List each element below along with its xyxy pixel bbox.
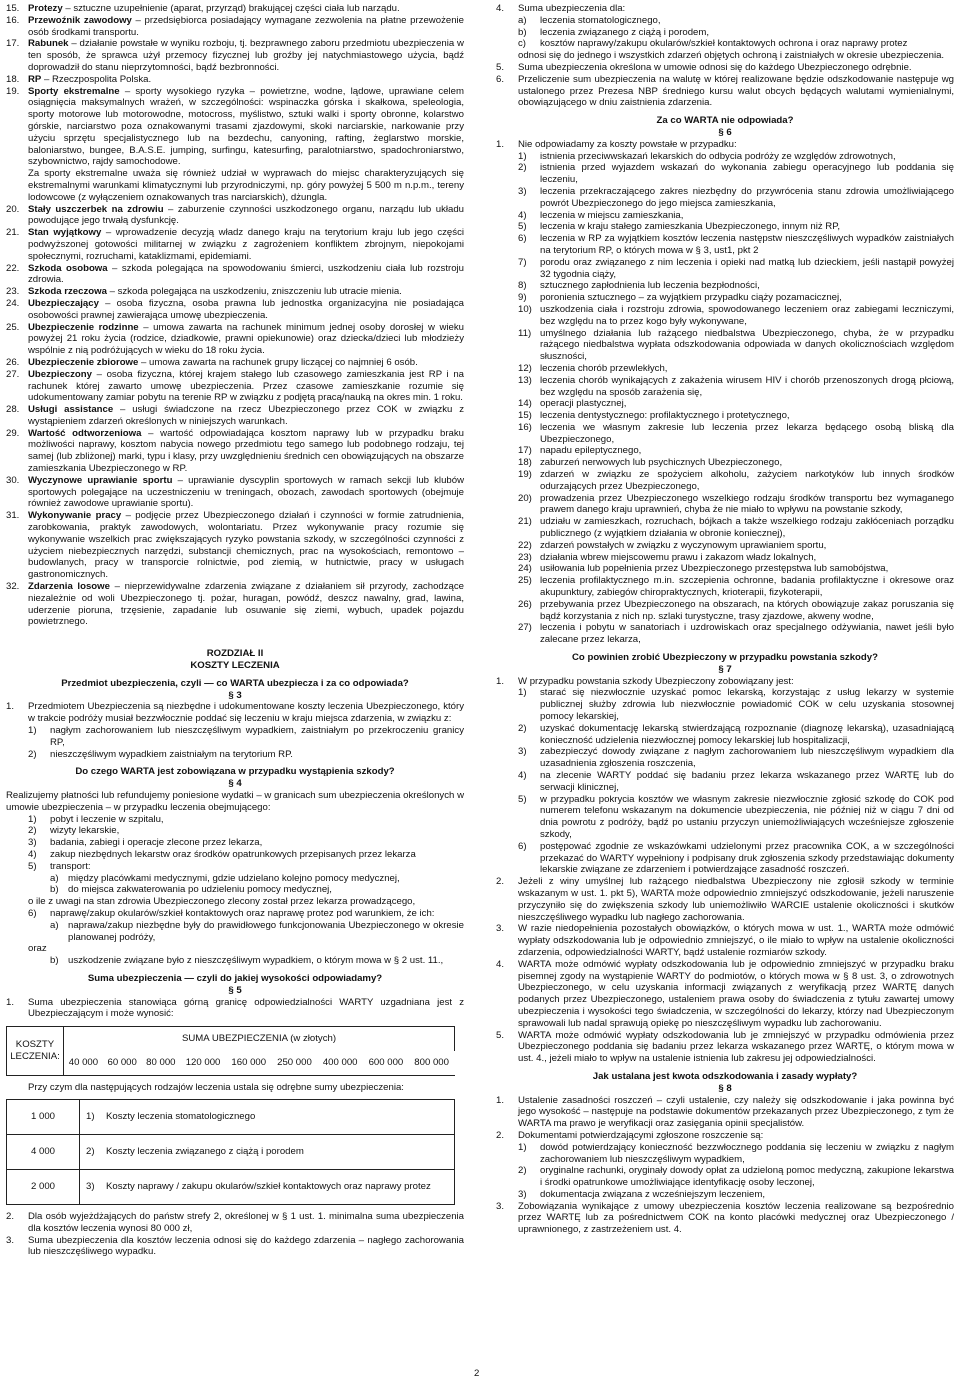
section-8-question: Jak ustalana jest kwota odszkodowania i zasady wypłaty? <box>592 1070 858 1082</box>
page-number: 2 <box>474 1368 480 1379</box>
section-8-point-3: 3. Zobowiązania wynikające z umowy ubezpieczenia kosztów leczenia realizowane są bezpośrednio przez WARTĘ lub za pośrednictwem COK na konto placówki medycznej oraz Ubezpieczonego / uprawnionego, z zastrzeżeniem ust. 4. <box>496 1200 954 1236</box>
list-item: 2. Jeżeli z winy umyślnej lub rażącego niedbalstwa Ubezpieczony nie zgłosił szkody w terminie wskazanym w ust. 1. pkt 5), WARTA może odpowiednio zmniejszyć odszkodowanie, jeżeli naruszenie przyczyniło się do zwiększenia szkody lub uniemożliwiło WARCIE ustalenie okoliczności i skutków nieszczęśliwego wypadku lub nagłego zachorowania. <box>496 876 954 923</box>
treatment-type-cell: 2) Koszty leczenia związanego z ciążą i porodem <box>80 1134 455 1169</box>
section-6-point-1: 1. Nie odpowiadamy za koszty powstałe w przypadku: <box>496 138 737 150</box>
list-item: 19) zdarzeń w związku ze spożyciem alkoholu, zażyciem narkotyków lub innych środków odurzających przez Ubezpieczonego, <box>518 469 954 492</box>
list-item: 1. Ustalenie zasadności roszczeń – czyli ustalenie, czy należy się odszkodowanie i jaka powinna być jego wysokość – następuje na podstawie dokumentów przekazanych przez Ubezpieczonego, z tym że WARTA ma prawo je weryfikacji oraz zasięgania opinii specjalistów. <box>496 1094 954 1130</box>
section-5-point-4-tail: odnosi się do jednego i wszystkich zdarzeń objętych ochroną i zaistniałych w okresie ubezpieczenia. <box>518 50 945 62</box>
list-item: b) leczenia związanego z ciążą i porodem, <box>518 26 710 38</box>
list-item: 23) działania wbrew miejscowemu prawu i zakazom władz lokalnych, <box>518 551 817 563</box>
definition-item: 23. Szkoda rzeczowa – szkoda polegająca na uszkodzeniu, zniszczeniu lub utracie mienia. <box>6 286 402 298</box>
section-4-oraz: oraz <box>28 943 47 955</box>
list-item: 18) zaburzeń nerwowych lub psychicznych Ubezpieczonego, <box>518 457 783 469</box>
section-5-rest <box>6 1211 464 1258</box>
list-item: 5) transport: <box>28 860 91 872</box>
list-item: 14) operacji plastycznej, <box>518 398 627 410</box>
list-item: 5) leczenia w kraju stałego zamieszkania Ubezpieczonego, innym niż RP, <box>518 221 841 233</box>
section-8-points <box>496 1095 954 1142</box>
section-4-item-6-sub <box>6 920 464 944</box>
definition-item: 20. Stały uszczerbek na zdrowiu – zaburzenie czynności uszkodzonego organu, narządu lub układu powodujące jego trwałą dysfunkcję. <box>6 203 464 227</box>
sum-value-cell: 120 000 <box>180 1051 226 1076</box>
section-3-items <box>6 725 464 760</box>
exclusions-list <box>496 151 954 646</box>
list-item: 6) leczenia w RP za wyjątkiem kosztów leczenia następstw nieszczęśliwych wypadków zaistniałych na terytorium RP, o których mowa w § 3, ust1, pkt 2 <box>518 233 954 256</box>
section-5-point-4-items <box>496 15 954 50</box>
separate-sums-table <box>6 1099 455 1205</box>
section-4-transport <box>6 873 464 897</box>
section-4-item-6: 6) naprawę/zakup okularów/szkieł kontaktowych oraz naprawę protez pod warunkiem, że ich: <box>28 907 435 919</box>
section-5-points-5-6 <box>496 62 954 109</box>
sum-amount-cell: 2 000 <box>7 1169 80 1204</box>
section-6-question: Za co WARTA nie odpowiada? <box>656 115 794 127</box>
list-item: 8) sztucznego zapłodnienia lub leczenia bezpłodności, <box>518 280 760 292</box>
sum-value-cell: 400 000 <box>317 1051 363 1076</box>
treatment-type-cell: 3) Koszty naprawy / zakupu okularów/szkieł kontaktowych oraz naprawy protez <box>80 1169 455 1204</box>
definition-item: 31. Wykonywanie pracy – podjęcie przez Ubezpieczonego działań i czynności w formie zatrudnienia, zarobkowania, praktyk zawodowych, wolontariatu. Przez wykonywanie pracy rozumie się wykonywanie wszelkich prac zwiększających ryzyko powstania szkody, w szczególności czynności z użyciem niebezpiecznych narzędzi, substancji chemicznych, prac na wysokościach, remontowo – budowlanych, pracy w transporcie rolnictwie, pod ziemią, w hutnictwie, pracy w usługach gastronomicznych. <box>6 510 464 581</box>
table-row <box>7 1169 455 1204</box>
definition-item: 26. Ubezpieczenie zbiorowe – umowa zawarta na rachunek grupy liczącej co najmniej 6 osób. <box>6 356 418 368</box>
section-7-paragraph: § 7 <box>718 663 732 675</box>
list-item: 5. WARTA może odmówić wypłaty odszkodowania lub je zmniejszyć w przypadku odmówienia przez Ubezpieczonego poddania się badaniu przez lekarza wskazanego przez WARTĘ, o którym mowa w ust. 4., jeżeli miało to wpływ na ustalenie istnienia lub zakresu jej odpowiedzialności. <box>496 1029 954 1065</box>
definition-item: 28. Usługi assistance – usługi świadczone na rzecz Ubezpieczonego przez COK w związku z wystąpieniem zdarzeń określonych w niniejszych warunkach. <box>6 404 464 427</box>
section-4-item-6-b: b) uszkodzenie związane było z nieszczęśliwym wypadkiem, o którym mowa w § 2 ust. 11., <box>50 955 444 967</box>
table-row <box>7 1099 455 1134</box>
sum-insured-table <box>6 1026 455 1076</box>
definition-item: 29. Wartość odtworzeniowa – wartość odpowiadająca kosztom naprawy lub w przypadku braku możliwości naprawy, kosztom nabycia nowego przedmiotu tego samego lub podobnego rodzaju, tej samej (lub zbliżonej) marki, typu i klasy, przy uwzględnieniu średnich cen obowiązujących na obszarze zamieszkania Ubezpieczonego w RP. <box>6 427 464 475</box>
sum-table-row-label: KOSZTY LECZENIA: <box>7 1027 64 1076</box>
right-column <box>496 3 954 1236</box>
table-row <box>7 1134 455 1169</box>
list-item: c) kosztów naprawy/zakupu okularów/szkieł kontaktowych ochrona i oraz naprawy protez <box>518 38 908 50</box>
sum-value-cell: 160 000 <box>226 1051 272 1076</box>
section-3-point-1: 1. Przedmiotem Ubezpieczenia są niezbędne i udokumentowane koszty leczenia Ubezpieczonego, który w trakcie podróży musiał bezzwłocznie poddać się leczeniu w kraju miejsca zdarzenia, w związku z: <box>6 701 464 725</box>
sum-amount-cell: 1 000 <box>7 1099 80 1134</box>
list-item: 1) dowód potwierdzający konieczność bezzwłocznego poddania się leczeniu w związku z nagłym zachorowaniem lub nieszczęśliwym wypadkiem, <box>518 1141 954 1165</box>
list-item: 15) leczenia dentystycznego: profilaktycznego i protetycznego, <box>518 410 790 422</box>
definition-item: 21. Stan wyjątkowy – wprowadzenie decyzją władz danego kraju na terytorium kraju lub jego części podwyższonej gotowości militarnej w związku z zagrożeniem konfliktem zbrojnym, niepokojami społecznymi, rozruchami, kataklizmami, epidemiami. <box>6 227 464 262</box>
extreme-sports-note: Za sporty ekstremalne uważa się również udział w wyprawach do miejsc charakteryzujących się ekstremalnymi warunkami klimatycznymi lub przyrodniczymi, np. góry powyżej 5 500 m n.p.m., tereny lodowcowe (z wyłączeniem oznakowanych tras narciarskich), dżungla. <box>28 168 464 203</box>
list-item: 2) oryginalne rachunki, oryginały dowody opłat za udzieloną pomoc medyczną, zakupione lekarstwa i środki opatrunkowe umożliwiające identyfikację osoby leczonej, <box>518 1165 954 1189</box>
definition-item: 18. RP – Rzeczpospolita Polska. <box>6 73 152 85</box>
list-item: 1) istnienia przeciwwskazań lekarskich do odbycia podróży ze względów zdrowotnych, <box>518 150 896 162</box>
sum-table-header: SUMA UBEZPIECZENIA (w złotych) <box>64 1027 455 1052</box>
list-item: 9) poronienia sztucznego – za wyjątkiem przypadku ciąży pozamacicznej, <box>518 292 842 304</box>
list-item: 4) leczenia w miejscu zamieszkania, <box>518 209 684 221</box>
list-item: 5. Suma ubezpieczenia określona w umowie odnosi się do każdego Ubezpieczonego odrębnie. <box>496 61 912 73</box>
definition-item: 19. Sporty ekstremalne – sporty wysokiego ryzyka – powietrzne, wodne, lądowe, uprawiane celem osiągnięcia maksymalnych wrażeń, w szczególności: wspinaczka górska i skałkowa, speleologia, sporty motorowe lub motorowodne, motocross, myślistwo, sztuki walki i sporty obronne, kolarstwo górskie, narciarstwo poza oznakowanymi trasami zjazdowymi, skoki narciarskie, narkowanie przy użyciu sprzętu specjalistycznego lub na bezdechu, canyoning, rafting, żeglarstwo morskie, baloniarstwo, bungee, B.A.S.E. jumping, surfingu, katesurfing, paralotniarstwo, spadochroniarstwo, szybownictwo, rajdy samochodowe. <box>6 85 465 168</box>
sum-value-cell: 250 000 <box>272 1051 318 1076</box>
definition-item: 15. Protezy – sztuczne uzupełnienie (aparat, przyrząd) brakującej części ciała lub narządu. <box>6 3 400 14</box>
definition-item: 30. Wyczynowe uprawianie sportu – uprawianie dyscyplin sportowych w ramach sekcji lub klubów sportowych polegające na uczestniczeniu w treningach, obozach, zawodach sportowych (obejmuje również zawodowe uprawianie sportu). <box>6 474 464 510</box>
definition-item: 16. Przewoźnik zawodowy – przedsiębiorca posiadający wymagane zezwolenia na płatne przewożenie osób środkami transportu. <box>6 14 464 38</box>
section-5-point-1: 1. Suma ubezpieczenia stanowiąca górną granicę odpowiedzialności WARTY uzgadniana jest z Ubezpieczającym i może wynosić: <box>6 996 464 1020</box>
list-item: 5) w przypadku pokrycia kosztów we własnym zakresie niezwłocznie zgłosić szkodę do COK pod numerem telefonu wskazanym na dokumencie ubezpieczenia, nie później niż w ciągu 7 dni od dnia powrotu z podróży, bądź po ustaniu przyczyn uniemożliwiających wcześniejsze zgłoszenie szkody, <box>518 793 954 840</box>
sum-value-cell: 80 000 <box>142 1051 181 1076</box>
list-item: 2) istnienia przed wyjazdem wskazań do wykonania zabiegu operacyjnego lub poddania się leczeniu, <box>518 162 954 186</box>
list-item: 12) leczenia chorób przewlekłych, <box>518 362 668 374</box>
definitions-list-a <box>6 3 464 168</box>
separate-sums-intro: Przy czym dla następujących rodzajów leczenia ustala się odrębne sumy ubezpieczenia: <box>28 1082 404 1094</box>
sum-amount-cell: 4 000 <box>7 1134 80 1169</box>
section-8-documents-list <box>496 1142 954 1201</box>
section-4-transport-note: o ile z uwagi na stan zdrowia Ubezpieczonego zlecony został przez lekarza prowadzącego, <box>28 896 416 908</box>
section-6-paragraph: § 6 <box>718 126 732 138</box>
section-7-rest <box>496 876 954 1065</box>
list-item: 16) leczenia we własnym zakresie lub leczenia przez lekarza będącego osobą bliską dla Ubezpieczonego, <box>518 421 954 445</box>
section-3-question: Przedmiot ubezpieczenia, czyli — co WARTA ubezpiecza i za co odpowiada? <box>61 677 409 689</box>
section-4-paragraph: § 4 <box>228 778 242 790</box>
list-item: a) leczenia stomatologicznego, <box>518 14 661 26</box>
treatment-type-cell: 1) Koszty leczenia stomatologicznego <box>80 1099 455 1134</box>
section-5-paragraph: § 5 <box>228 984 242 996</box>
section-8-paragraph: § 8 <box>718 1082 732 1094</box>
list-item: 3. Suma ubezpieczenia dla kosztów leczenia odnosi się do każdego zdarzenia – nagłego zachorowania lub nieszczęśliwego wypadku. <box>6 1234 464 1258</box>
list-item: 25) leczenia profilaktycznego m.in. szczepienia ochronne, badania profilaktyczne i okresowe oraz akupunktury, zabiegów chiropraktycznych, krioterapii, fizykoterapii, <box>518 575 954 599</box>
list-item: 2. Dla osób wyjeżdżających do państw strefy 2, określonej w § 1 ust. 1. minimalna suma ubezpieczenia dla kosztów leczenia wynosi 80 000 zł, <box>6 1210 464 1234</box>
definitions-list-b <box>6 204 464 629</box>
definition-item: 17. Rabunek – działanie powstałe w wyniku rozboju, tj. bezprawnego zaboru przedmiotu ubezpieczenia w ten sposób, że sprawca użył przemocy fizycznej lub groźby jej natychmiastowego użycia, bądź doprowadził do stanu nieprzytomności, bądź bezbronności. <box>6 38 464 73</box>
list-item: 4. WARTA może odmówić wypłaty odszkodowania lub je odpowiednio zmniejszyć w przypadku braku pisemnej zgody na wystąpienie WARTY do podmiotów, o których mowa w § 8 ust. 3, o zdrowotnych Ubezpieczonego, w celu uzyskania informacji związanych z weryfikacją przez WARTĘ danych podanych przez Ubezpieczonego, ustaleniem prawa osoby do świadczenia z tytułu zawartej umowy ubezpieczenia i wysokości tego świadczenia, w szczególności do lekarzy, którzy nad Ubezpieczonym sprawowali lub nadal sprawują opiekę po nieszczęśliwym wypadku lub zachorowaniu. <box>496 958 954 1029</box>
definition-item: 27. Ubezpieczony – osoba fizyczna, której krajem stałego lub czasowego zamieszkania jest RP i na rachunek której zawarto umowę ubezpieczenia. Przez czasowe zamieszkanie rozumie się udokumentowany zamiar pobytu na terenie RP w związku z podjętą pracą/nauką na okres min. 1 roku. <box>6 368 464 404</box>
sum-table-values <box>7 1051 455 1076</box>
list-item: 7) porodu oraz związanego z nim leczenia i opieki nad matką lub dzieckiem, jeśli nastąpił powyżej 32 tygodnia ciąży, <box>518 256 954 280</box>
sum-value-cell: 600 000 <box>363 1051 409 1076</box>
section-4-question: Do czego WARTA jest zobowiązana w przypadku wystąpienia szkody? <box>75 766 395 778</box>
list-item: 3) dokumentacja związana z wcześniejszym leczeniem, <box>518 1188 766 1200</box>
chapter-number: ROZDZIAŁ II <box>206 648 264 660</box>
list-item: 20) prowadzenia przez Ubezpieczonego wszelkiego rodzaju środków transportu bez wymaganego prawem danego kraju uprawnień, chyba że nie miało to wpływu na powstanie szkody, <box>518 492 954 516</box>
section-5-point-4: 4. Suma ubezpieczenia dla: <box>496 3 626 14</box>
list-item: 2) nieszczęśliwym wypadkiem zaistniałym na terytorium RP. <box>28 748 293 760</box>
list-item: 26) przebywania przez Ubezpieczonego na obszarach, na których obowiązuje zakaz poruszania się bądź korzystania z nich np. szlaki turystyczne, trasy zjazdowe, akweny wodne, <box>518 598 954 622</box>
chapter-title: KOSZTY LECZENIA <box>190 660 280 672</box>
list-item: 6. Przeliczenie sum ubezpieczenia na walutę w której realizowane będzie odszkodowanie następuje wg ustalonego przez Prezesa NBP średniego kursu walut obcych będących walutami wymienialnymi, obowiązującego w dniu zaistnienia zdarzenia. <box>496 73 954 109</box>
left-column <box>6 3 464 1258</box>
definition-item: 22. Szkoda osobowa – szkoda polegająca na spowodowaniu śmierci, uszkodzeniu ciała lub rozstroju zdrowia. <box>6 262 464 286</box>
list-item: 27) leczenia i pobytu w sanatoriach i uzdrowiskach oraz specjalnego odżywiania, nawet jeśli było zalecane przez lekarza, <box>518 622 954 646</box>
list-item: 2. Dokumentami potwierdzającymi zgłoszone roszczenie są: <box>496 1129 764 1141</box>
list-item: 4) na zlecenie WARTY poddać się badaniu przez lekarza wskazanego przez WARTĘ lub do serwacji klinicznej, <box>518 770 954 793</box>
list-item: 17) napadu epileptycznego, <box>518 445 642 457</box>
list-item: 22) zdarzeń powstałych w związku z wyczynowym uprawianiem sportu, <box>518 539 827 551</box>
list-item: b) do miejsca zakwaterowania po udzieleniu pomocy medycznej, <box>50 884 332 896</box>
section-5-question: Suma ubezpieczenia — czyli do jakiej wysokości odpowiadamy? <box>87 972 383 984</box>
sum-value-cell: 800 000 <box>409 1051 455 1076</box>
section-3-paragraph: § 3 <box>228 689 242 701</box>
list-item: 2) wizyty lekarskie, <box>28 825 120 837</box>
definition-item: 24. Ubezpieczający – osoba fizyczna, osoba prawna lub jednostka organizacyjna nie posiadająca osobowości prawnej zawierająca umowę ubezpieczenia. <box>6 297 464 321</box>
section-4-items <box>6 814 464 873</box>
section-7-point-1: 1. W przypadku powstania szkody Ubezpieczony zobowiązany jest: <box>496 675 794 687</box>
sum-value-cell: 40 000 <box>64 1051 103 1076</box>
list-item: 2) uzyskać dokumentację lekarską stwierdzającą rozpoznanie (diagnozę lekarską), uzasadniającą konieczność udzielenia niezwłocznej pomocy lekarskiej lub hospitalizacji, <box>518 722 954 746</box>
definition-item: 32. Zdarzenia losowe – nieprzewidywalne zdarzenia związane z działaniem sił przyrody, zachodzące niezależnie od woli Ubezpieczonego tj. pożar, huragan, powódź, deszcz nawalny, grad, lawina, uderzenie pioruna, trzęsienie, zapadanie lub osuwanie się ziemi, wybuch, upadek pojazdu powietrznego. <box>6 581 465 628</box>
list-item: 1) starać się niezwłocznie uzyskać pomoc lekarską, korzystając z usług lekarzy w systemie publicznej służby zdrowia lub niezwłocznie powiadomić COK w celu uzyskania stosownej pomocy lekarskiej, <box>518 687 954 723</box>
list-item: 3. W razie niedopełnienia pozostałych obowiązków, o których mowa w ust. 1., WARTA może odmówić wypłaty odszkodowania lub je odpowiednio zmniejszyć, o ile miało to wpływ na ustalenie okoliczności zdarzenia, odpowiedzialności WARTY, bądź ustalenie rozmiarów szkody. <box>496 923 954 958</box>
list-item: 3) badania, zabiegi i operacje zlecone przez lekarza, <box>28 837 263 849</box>
section-4-intro: Realizujemy płatności lub refundujemy poniesione wydatki – w granicach sum ubezpieczenia określonych w umowie ubezpieczenia – w przypadku leczenia obejmującego: <box>6 790 464 813</box>
list-item: 3) zabezpieczyć dowody związane z nagłym zachorowaniem lub nieszczęśliwym wypadkiem dla uzasadnienia zgłoszenia roszczenia, <box>518 746 954 770</box>
list-item: 4) zakup niezbędnych lekarstw oraz środków opatrunkowych przepisanych przez lekarza <box>28 848 416 860</box>
list-item: 1) nagłym zachorowaniem lub nieszczęśliwym wypadkiem, zaistniałym po przekroczeniu granicy RP, <box>28 725 464 748</box>
list-item: 6) postępować zgodnie ze wskazówkami udzielonymi przez pracownika COK, a w szczególności przekazać do WARTY wypełniony i podpisany druk zgłoszenia szkody przedstawiając dokumenty lekarskie związane ze zdarzeniem i potwierdzające zasadność roszczeń. <box>518 840 954 876</box>
definition-item: 25. Ubezpieczenie rodzinne – umowa zawarta na rachunek minimum jednej osoby dorosłej w wieku powyżej 21 roku życia (rodzice, dziadkowie, prawni opiekunowie) oraz dziecka/dzieci lub młodzieży wspólnie z nią podróżujących w wieku do 18 roku życia. <box>6 321 465 357</box>
list-item: 13) leczenia chorób wynikających z zakażenia wirusem HIV i chorób przenoszonych drogą płciową, bez względu na sposób zarażenia się, <box>518 374 954 398</box>
sum-value-cell: 60 000 <box>103 1051 142 1076</box>
section-7-question: Co powinien zrobić Ubezpieczony w przypadku powstania szkody? <box>572 652 878 664</box>
list-item: 11) umyślnego działania lub rażącego niedbalstwa Ubezpieczonego, chyba, że w przypadku rażącego niedbalstwa wypłata odszkodowania odpowiada w danych okolicznościach względom słuszności, <box>518 327 954 363</box>
list-item: 24) usiłowania lub popełnienia przez Ubezpieczonego przestępstwa lub samobójstwa, <box>518 563 889 575</box>
list-item: a) między placówkami medycznymi, gdzie udzielano kolejno pomocy medycznej, <box>50 872 400 884</box>
list-item: 21) udziału w zamieszkach, rozruchach, bójkach a także wszelkiego rodzaju zakłóceniach porządku publicznego (z wyjątkiem działania w obronie koniecznej), <box>518 516 954 540</box>
list-item: a) naprawa/zakup niezbędne były do prawidłowego funkcjonowania Ubezpieczonego w okresie planowanej podróży, <box>50 919 464 943</box>
list-item: 3) leczenia przekraczającego zakres niezbędny do przywrócenia stanu zdrowia umożliwiającego powrót Ubezpieczonego do jego miejsca zamieszkania, <box>518 185 954 209</box>
list-item: 10) uszkodzenia ciała i rozstroju zdrowia, spowodowanego leczeniem oraz zabiegami leczniczymi, bez względu na to przez kogo były wykonywane, <box>518 303 954 327</box>
obligations-list <box>496 687 954 876</box>
list-item: 1) pobyt i leczenie w szpitalu, <box>28 813 164 825</box>
